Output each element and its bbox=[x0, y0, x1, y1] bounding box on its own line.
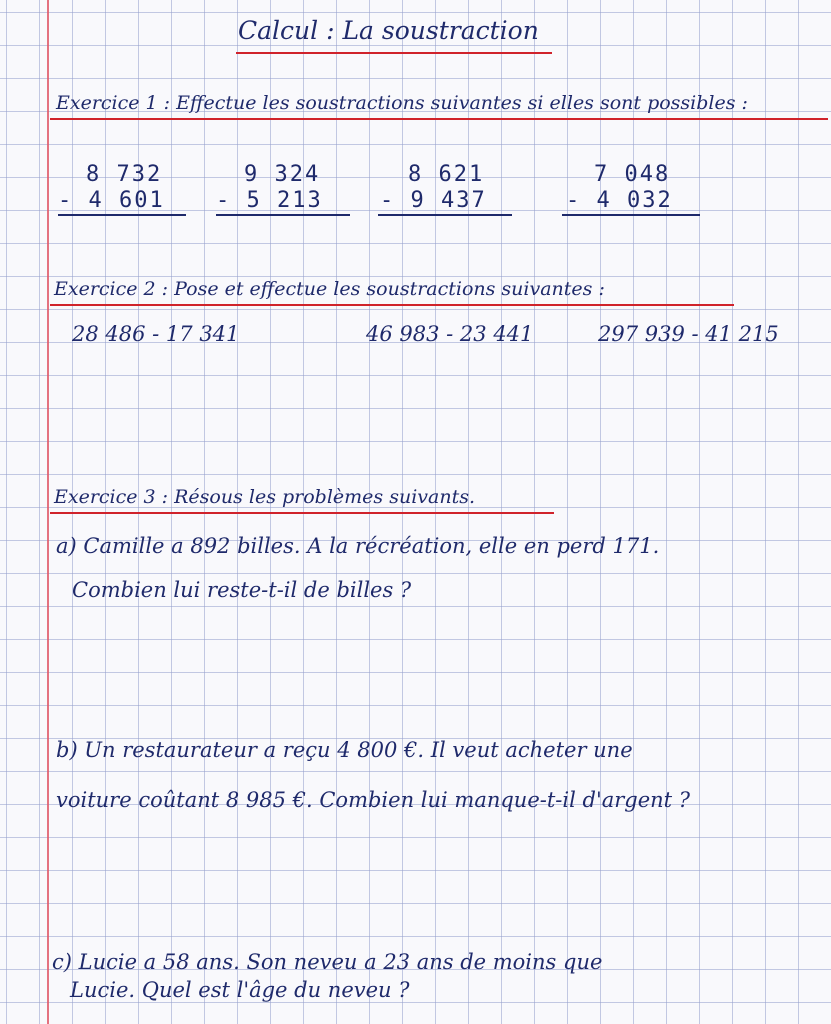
problem-a-line-2: Combien lui reste-t-il de billes ? bbox=[72, 578, 412, 602]
operation-bar bbox=[378, 214, 512, 216]
exercise-3-underline bbox=[50, 512, 554, 514]
exercise-1-operation-3 bbox=[380, 162, 487, 214]
operation-bar bbox=[58, 214, 186, 216]
exercise-1-underline bbox=[50, 118, 828, 120]
problem-c-line-1: c) Lucie a 58 ans. Son neveu a 23 ans de moins que bbox=[52, 950, 603, 974]
operation-top: 8 732 bbox=[86, 162, 163, 187]
operation-bottom: - 5 213 bbox=[216, 188, 323, 213]
exercise-2-operation-3: 297 939 - 41 215 bbox=[598, 322, 779, 346]
exercise-2-underline bbox=[50, 304, 734, 306]
exercise-2-operation-2: 46 983 - 23 441 bbox=[366, 322, 534, 346]
exercise-1-operation-1 bbox=[58, 162, 165, 214]
problem-c-line-2: Lucie. Quel est l'âge du neveu ? bbox=[70, 978, 410, 1002]
operation-bar bbox=[216, 214, 350, 216]
notebook-margin-line bbox=[47, 0, 49, 1024]
operation-top: 8 621 bbox=[408, 162, 485, 187]
operation-bar bbox=[562, 214, 700, 216]
exercise-1-operation-4 bbox=[566, 162, 673, 214]
operation-bottom: - 4 601 bbox=[58, 188, 165, 213]
problem-b-line-1: b) Un restaurateur a reçu 4 800 €. Il veut acheter une bbox=[56, 738, 633, 762]
page-title: Calcul : La soustraction bbox=[238, 16, 539, 45]
title-underline bbox=[236, 52, 552, 54]
operation-bottom: - 4 032 bbox=[566, 188, 673, 213]
problem-b-line-2: voiture coûtant 8 985 €. Combien lui manque-t-il d'argent ? bbox=[56, 788, 691, 812]
exercise-1-operation-2 bbox=[216, 162, 323, 214]
exercise-2-heading: Exercice 2 : Pose et effectue les soustractions suivantes : bbox=[54, 278, 605, 300]
exercise-1-heading: Exercice 1 : Effectue les soustractions suivantes si elles sont possibles : bbox=[56, 92, 748, 114]
exercise-2-operation-1: 28 486 - 17 341 bbox=[72, 322, 240, 346]
exercise-3-heading: Exercice 3 : Résous les problèmes suivants. bbox=[54, 486, 476, 508]
operation-bottom: - 9 437 bbox=[380, 188, 487, 213]
operation-top: 7 048 bbox=[594, 162, 671, 187]
operation-top: 9 324 bbox=[244, 162, 321, 187]
problem-a-line-1: a) Camille a 892 billes. A la récréation, elle en perd 171. bbox=[56, 534, 660, 558]
